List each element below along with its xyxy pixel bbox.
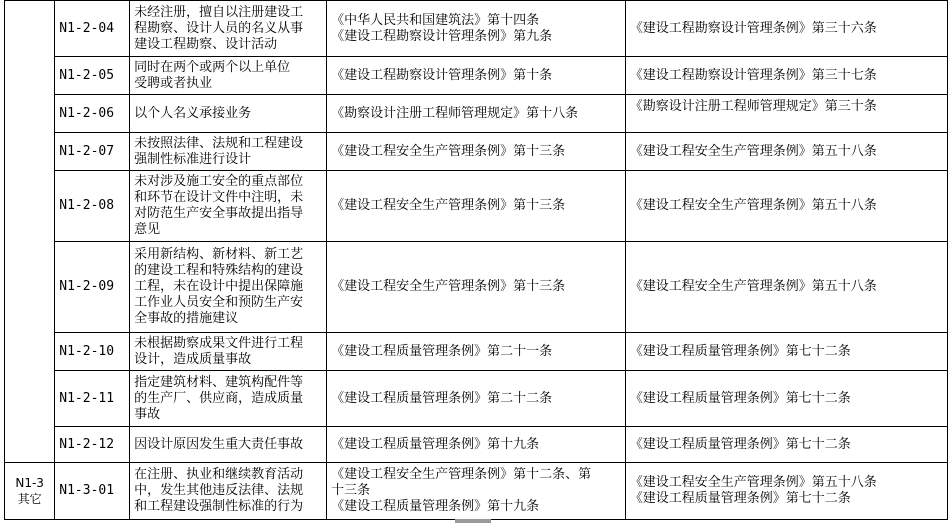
legal-basis-cell: 《建设工程质量管理条例》第二十一条 [327, 333, 626, 371]
table-row [5, 371, 948, 427]
penalty-basis-cell: 《建设工程安全生产管理条例》第五十八条 [625, 242, 947, 333]
penalty-basis-cell: 《建设工程质量管理条例》第七十二条 [625, 371, 947, 427]
row-code: N1-2-10 [55, 333, 130, 371]
row-code: N1-2-06 [55, 95, 130, 133]
table-row [5, 242, 948, 333]
table-row [5, 133, 948, 171]
penalty-basis-cell: 《建设工程质量管理条例》第七十二条 [625, 333, 947, 371]
legal-basis-cell: 《建设工程安全生产管理条例》第十三条 [327, 242, 626, 333]
row-code: N1-2-08 [55, 171, 130, 242]
legal-basis-cell: 《勘察设计注册工程师管理规定》第十八条 [327, 95, 626, 133]
behavior-cell: 未经注册，擅自以注册建设工 程勘察、设计人员的名义从事 建设工程勘察、设计活动 [130, 1, 327, 57]
behavior-cell: 指定建筑材料、建筑构配件等 的生产厂、供应商，造成质量 事故 [130, 371, 327, 427]
penalty-basis-cell: 《建设工程质量管理条例》第七十二条 [625, 427, 947, 463]
behavior-cell: 未根据勘察成果文件进行工程 设计，造成质量事故 [130, 333, 327, 371]
penalty-basis-cell: 《勘察设计注册工程师管理规定》第三十条 [625, 95, 947, 133]
table-row [5, 463, 948, 520]
legal-basis-cell: 《建设工程质量管理条例》第二十二条 [327, 371, 626, 427]
table-row [5, 1, 948, 57]
behavior-cell: 采用新结构、新材料、新工艺 的建设工程和特殊结构的建设 工程，未在设计中提出保障施 工作业人员安全和预防生产安 全事故的措施建议 [130, 242, 327, 333]
legal-basis-cell: 《建设工程勘察设计管理条例》第十条 [327, 57, 626, 95]
penalty-basis-cell: 《建设工程安全生产管理条例》第五十八条 《建设工程质量管理条例》第七十二条 [625, 463, 947, 520]
row-code: N1-2-07 [55, 133, 130, 171]
legal-basis-cell: 《建设工程质量管理条例》第十九条 [327, 427, 626, 463]
behavior-cell: 同时在两个或两个以上单位 受聘或者执业 [130, 57, 327, 95]
table-row [5, 95, 948, 133]
behavior-cell: 以个人名义承接业务 [130, 95, 327, 133]
row-code: N1-2-04 [55, 1, 130, 57]
table-row [5, 171, 948, 242]
legal-basis-cell: 《建设工程安全生产管理条例》第十三条 [327, 171, 626, 242]
penalty-basis-cell: 《建设工程安全生产管理条例》第五十八条 [625, 133, 947, 171]
table-row [5, 57, 948, 95]
row-code: N1-3-01 [55, 463, 130, 520]
regulation-table [4, 0, 948, 520]
category-cell-empty [5, 1, 55, 463]
penalty-basis-cell: 《建设工程安全生产管理条例》第五十八条 [625, 171, 947, 242]
row-code: N1-2-12 [55, 427, 130, 463]
legal-basis-cell: 《建设工程安全生产管理条例》第十二条、第 十三条 《建设工程质量管理条例》第十九条 [327, 463, 626, 520]
scroll-indicator [455, 519, 491, 523]
legal-basis-cell: 《中华人民共和国建筑法》第十四条 《建设工程勘察设计管理条例》第九条 [327, 1, 626, 57]
penalty-basis-cell: 《建设工程勘察设计管理条例》第三十七条 [625, 57, 947, 95]
category-cell: N1-3 其它 [5, 463, 55, 520]
behavior-cell: 未对涉及施工安全的重点部位 和环节在设计文件中注明，未 对防范生产安全事故提出指导 意见 [130, 171, 327, 242]
row-code: N1-2-05 [55, 57, 130, 95]
behavior-cell: 未按照法律、法规和工程建设 强制性标准进行设计 [130, 133, 327, 171]
table-row [5, 333, 948, 371]
behavior-cell: 因设计原因发生重大责任事故 [130, 427, 327, 463]
behavior-cell: 在注册、执业和继续教育活动 中，发生其他违反法律、法规 和工程建设强制性标准的行为 [130, 463, 327, 520]
penalty-basis-cell: 《建设工程勘察设计管理条例》第三十六条 [625, 1, 947, 57]
row-code: N1-2-11 [55, 371, 130, 427]
row-code: N1-2-09 [55, 242, 130, 333]
legal-basis-cell: 《建设工程安全生产管理条例》第十三条 [327, 133, 626, 171]
table-row [5, 427, 948, 463]
